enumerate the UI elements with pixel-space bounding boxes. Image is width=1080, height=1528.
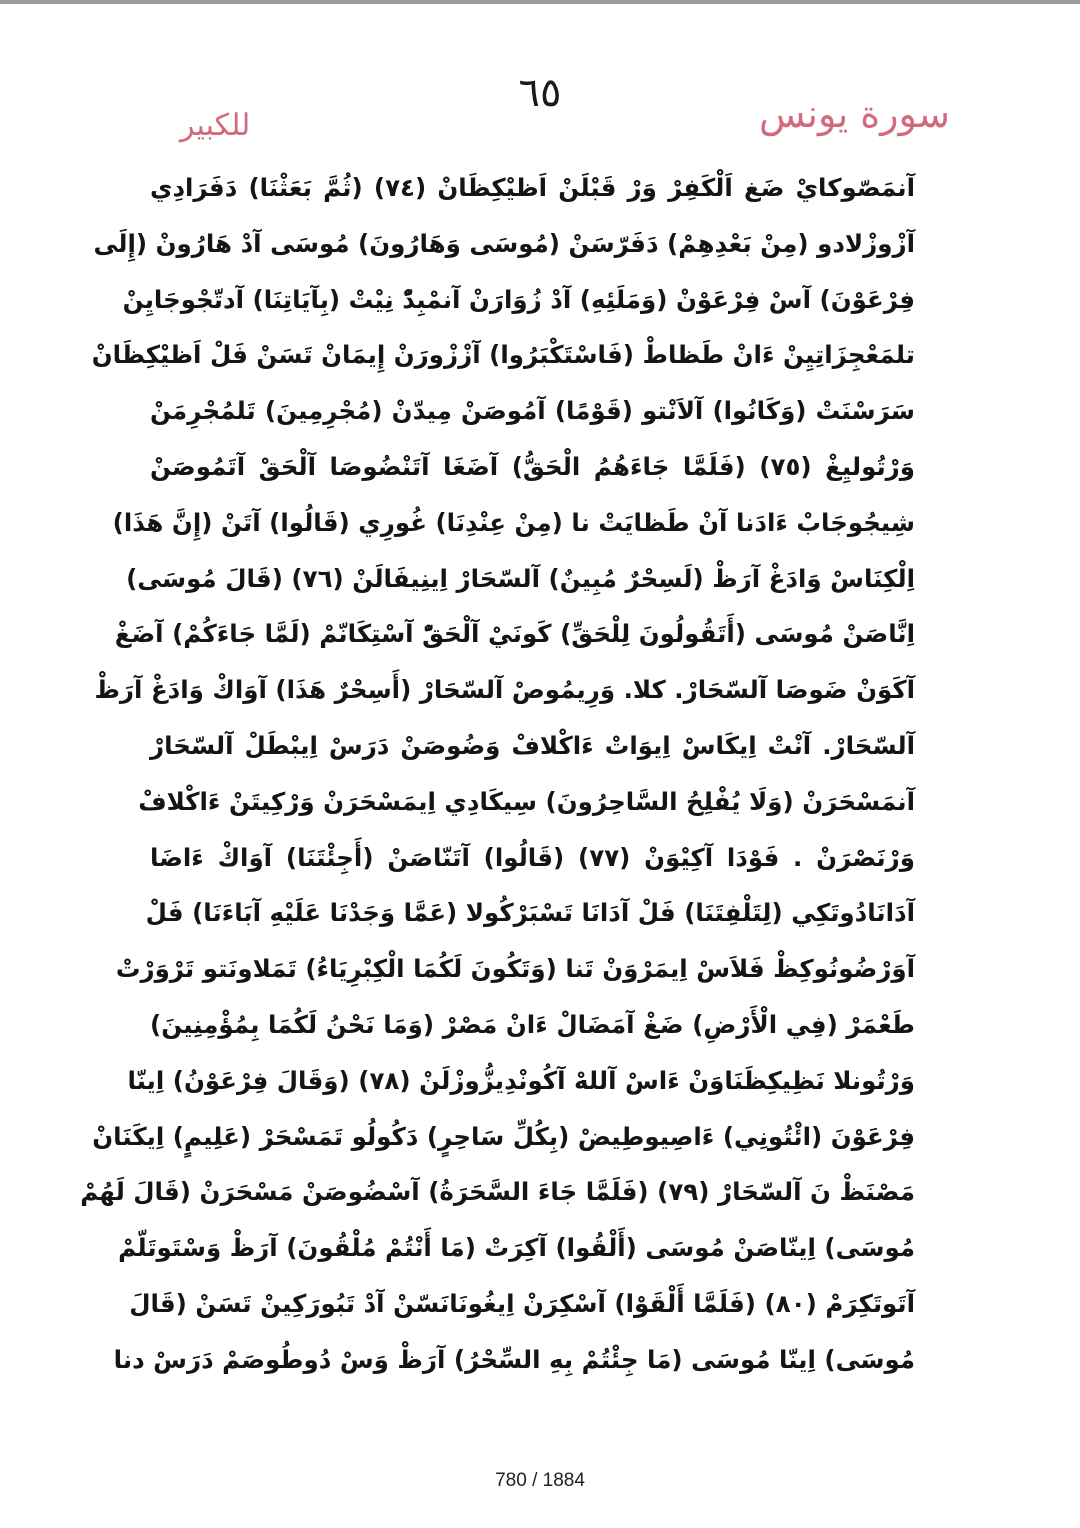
text-line: مَصْنَظْ نَ آلسّحَارْ (٧٩) (فَلَمَّا جَاءَ السَّحَرَةُ) آسْضُوصَنْ مَسْحَرَنْ (قَالَ لَهُمْ <box>80 1177 915 1207</box>
text-line: وَرْتُوليِغْ (٧٥) (فَلَمَّا جَاءَهُمُ الْحَقُّ) آضَغَا آتَنْضُوصَا آلْحَقْ آتَمُوصَنْ <box>150 451 915 481</box>
text-line: فِرْعَوْنَ) آسْ فِرْعَوْنْ (وَمَلَئِهِ) آدْ زُوَارَنْ آنمْبِدّْ نِيْتْ (بِآيَاتِنَا) آدتّجْوجَايِنْ <box>122 284 915 314</box>
text-line: اِنَّاصَنْ مُوسَى (أَتَقُولُونَ لِلْحَقِّ) كَونَيْ آلْحَقّْ آسْتِكَانّمْ (لَمَّا جَاءَكُمْ) آضَغْ <box>114 619 915 649</box>
text-line: مُوسَى) اِينّا مُوسَى (مَا جِئْتُمْ بِهِ السِّحْرُ) آرَظْ وَسْ دُوطُوصَمْ دَرَسْ دنا <box>113 1344 915 1374</box>
text-line: سَرَسْنَتْ (وَكَانُوا) آلاَنْتو (قَوْمًا) آمُوصَنْ مِيدّنْ (مُجْرِمِينَ) تَلمُجْرِمَنْ <box>150 396 915 426</box>
text-line: آتَوتَكِرَمْ (٨٠) (فَلَمَّا أَلْقَوْا) آسْكِرَنْ اِيغُونَانَسّنْ آدْ تَبُورَكِينْ تَسَنْ (قَالَ <box>129 1288 915 1318</box>
text-line: وَرْنَصْرَنْ . فَوْدَا آكِيْوَنْ (٧٧) (قَالُوا) آتَنّاصَنْ (أَجِئْتَنَا) آوَاكْ ءَاضَا <box>150 842 915 872</box>
handwritten-note: للكبير <box>180 108 251 143</box>
text-line: شِيجُوجَابْ ءَادَنا آنْ طَظايَتْ نا (مِنْ عِنْدِنَا) غُورِي (قَالُوا) آتَنْ (إِنَّ هَذَا) <box>112 507 915 537</box>
text-line: آنمَصّوكايْ ضَغ اَلْكَفِرْ وَرْ قَبْلَنْ اَظيْكِظَانْ (٧٤) (ثُمَّ بَعَثْنَا) دَفَرَادِي <box>150 173 915 202</box>
page-indicator: 780 / 1884 <box>495 1470 585 1491</box>
text-line: آوَرْضُونُوكِظْ فَلاَسْ اِيمَرْوَنْ تَنا (وَتَكُونَ لَكُمَا الْكِبْرِيَاءُ) تَمَلاونَتو تَرْوَرْتْ <box>115 954 915 984</box>
page-number: ٦٥ <box>518 70 562 116</box>
text-line: تلمَعْجِزَاتِيِنْ ءَانْ طَظاطْ (فَاسْتَكْبَرُوا) آزْزْورَنْ إِيمَانْ تَسَنْ فَلْ اَظيْكِظَانْ <box>91 340 915 370</box>
text-line: آزْوزْلادو (مِنْ بَعْدِهِمْ) دَفَرّسَنْ (مُوسَى وَهَارُونَ) مُوسَى آدْ هَارُونْ (إِلَى <box>93 228 915 258</box>
text-line: طَعْمَرْ (فِي الْأَرْضِ) ضَغْ آمَضَالْ ءَانْ مَصْرْ (وَمَا نَحْنُ لَكُمَا بِمُؤْمِنِينَ) <box>150 1009 915 1039</box>
text-line: مُوسَى) اِينّاصَنْ مُوسَى (أَلْقُوا) آكِرَتْ (مَا أَنْتُمْ مُلْقُونَ) آرَظْ وَسْتَوتَلّمْ <box>118 1233 915 1263</box>
text-line: آكَوَنْ ضَوصَا آلسّحَارْ. كلا. وَرِيمُوصْ آلسّحَارْ (أَسِحْرٌ هَذَا) آوَاكْ وَادَغْ آرَظْ <box>94 675 915 705</box>
text-line: وَرْتُونلا نَظِيكِظَنَاوَنْ ءَاسْ آللهْ آكُونْدِيزُّوزْلَنْ (٧٨) (وَقَالَ فِرْعَوْنُ) اِينّا <box>127 1065 915 1095</box>
text-line: آنمَسْحَرَنْ (وَلَا يُفْلِحُ السَّاحِرُونَ) سِيكَادِي اِيمَسْحَرَنْ وَرْكِيتَنْ ءَاكْلافْ <box>138 786 915 816</box>
handwritten-surah-title: سورة يونس <box>758 92 950 136</box>
text-line: آلسّحَارْ. آنْتْ اِيكَاسْ اِيوَاتْ ءَاكْلافْ وَضُوصَنْ دَرَسْ اِيبْطَلْ آلسّحَارْ <box>150 730 915 760</box>
text-line: فِرْعَوْنَ (ائْتُونِي) ءَاصِيوطِيضْ (بِكُلِّ سَاحِرٍ) دَكُولُو تَمَسْحَرْ (عَلِيمٍ) اِيكَنَانْ <box>92 1121 915 1151</box>
body-text <box>80 160 915 1400</box>
text-line: اِلْكِنَاسْ وَادَغْ آرَظْ (لَسِحْرٌ مُبِينٌ) آلسّحَارْ اِينِيفَالَنْ (٧٦) (قَالَ مُوسَى) <box>126 563 915 593</box>
text-line: آدَانَادُوتَكِي (لِتَلْفِتَنَا) فَلْ آدَانَا تَسْبَرْكُولا (عَمَّا وَجَدْنَا عَلَيْهِ آبَاءَنَا) فَلْ <box>145 898 915 928</box>
